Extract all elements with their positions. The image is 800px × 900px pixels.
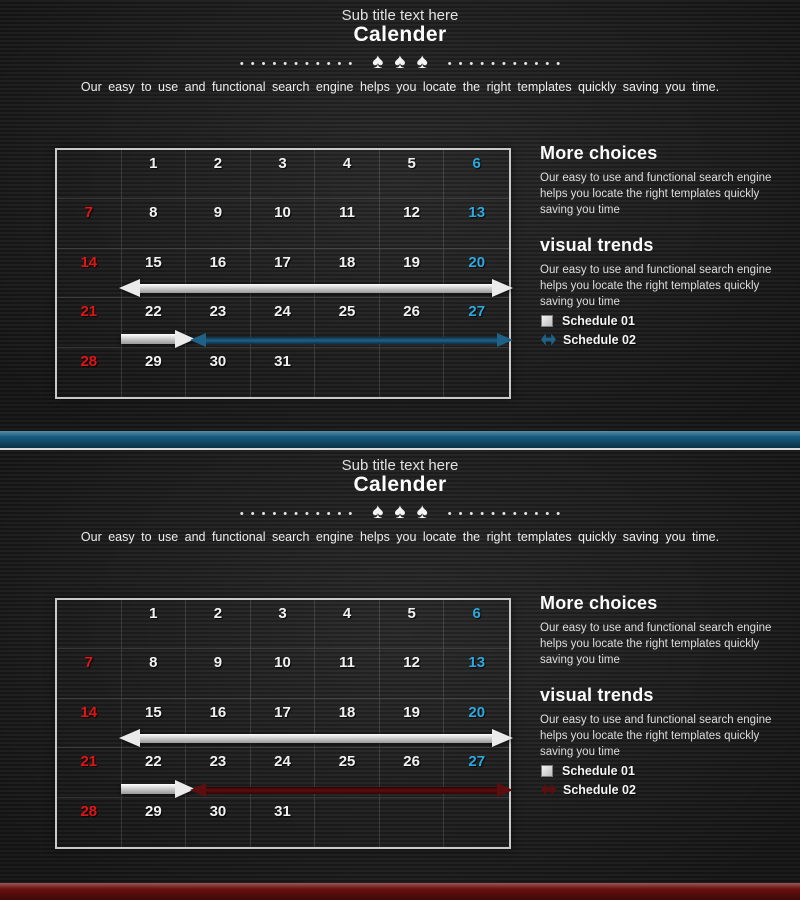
calendar-cell: 20 xyxy=(444,699,509,748)
calendar-cell: 15 xyxy=(122,699,187,748)
calendar-cell: 13 xyxy=(444,649,509,698)
calendar-cell: 23 xyxy=(186,298,251,347)
schedule-01-range-arrow xyxy=(119,729,513,747)
calendar-cell: 29 xyxy=(122,348,187,397)
schedule-01-short-arrow xyxy=(121,330,195,348)
calendar-cell: 2 xyxy=(186,600,251,649)
section-heading-more-choices: More choices xyxy=(540,593,658,613)
calendar-cell xyxy=(315,348,380,397)
decoration-divider xyxy=(0,51,800,77)
calendar-cell xyxy=(57,600,122,649)
calendar-cell: 30 xyxy=(186,798,251,847)
calendar-cell: 10 xyxy=(251,199,316,248)
calendar-cell: 25 xyxy=(315,748,380,797)
arrowhead-right-icon xyxy=(492,729,513,747)
section-body: Our easy to use and functional search engine helps you locate the right templates quickly saving you time xyxy=(540,714,772,759)
section-heading-visual-trends: visual trends xyxy=(540,235,654,256)
calendar-cell: 11 xyxy=(315,199,380,248)
calendar-cell: 26 xyxy=(380,748,445,797)
decoration-divider xyxy=(0,501,800,527)
section-body: Our easy to use and functional search engine helps you locate the right templates quickly saving you time xyxy=(540,172,772,217)
calendar-cell: 24 xyxy=(251,298,316,347)
legend-item-schedule-01 xyxy=(541,312,636,329)
calendar-cell: 14 xyxy=(57,699,122,748)
calendar-cell xyxy=(380,798,445,847)
calendar-cell xyxy=(444,348,509,397)
calendar-cell: 23 xyxy=(186,748,251,797)
dots-left-icon: ••••••••••• xyxy=(239,58,360,70)
arrowhead-right-icon xyxy=(492,279,513,297)
calendar-cell: 6 xyxy=(444,150,509,199)
calendar-cell: 25 xyxy=(315,298,380,347)
slide-title: Calender xyxy=(353,473,447,496)
calendar-cell: 9 xyxy=(186,649,251,698)
spade-icons: ♠♠♠ xyxy=(372,499,439,523)
calendar-cell: 26 xyxy=(380,298,445,347)
slide-subtitle: Sub title text here xyxy=(341,457,459,474)
calendar-cell: 19 xyxy=(380,699,445,748)
calendar-cell: 18 xyxy=(315,249,380,298)
calendar-cell xyxy=(315,798,380,847)
legend xyxy=(541,312,636,350)
arrow-shaft xyxy=(140,734,492,743)
calendar-cell: 16 xyxy=(186,699,251,748)
footer-accent-bar xyxy=(0,431,800,448)
calendar-cell xyxy=(444,798,509,847)
calendar-cell: 27 xyxy=(444,748,509,797)
arrowhead-left-icon xyxy=(190,333,206,347)
arrowhead-left-icon xyxy=(119,279,140,297)
legend-item-schedule-02 xyxy=(541,781,636,798)
spade-icons: ♠♠♠ xyxy=(372,49,439,73)
calendar-cell: 17 xyxy=(251,699,316,748)
legend xyxy=(541,762,636,800)
slide-description: Our easy to use and functional search engine helps you locate the right templates quickly saving you time. xyxy=(80,530,720,544)
calendar-cell: 5 xyxy=(380,150,445,199)
slide-title: Calender xyxy=(353,23,447,46)
section-body: Our easy to use and functional search engine helps you locate the right templates quickly saving you time xyxy=(540,622,772,667)
calendar-cell xyxy=(57,150,122,199)
slide-preview-2[interactable] xyxy=(0,450,800,900)
schedule-01-swatch-icon xyxy=(541,765,553,777)
calendar-cell: 31 xyxy=(251,798,316,847)
schedule-01-swatch-icon xyxy=(541,315,553,327)
calendar-cell: 17 xyxy=(251,249,316,298)
calendar-cell: 18 xyxy=(315,699,380,748)
dots-left-icon: ••••••••••• xyxy=(239,508,360,520)
legend-label: Schedule 02 xyxy=(563,782,636,797)
schedule-02-arrow-icon xyxy=(541,784,556,796)
calendar-cell: 2 xyxy=(186,150,251,199)
calendar-cell: 31 xyxy=(251,348,316,397)
legend-item-schedule-01 xyxy=(541,762,636,779)
calendar-cell: 11 xyxy=(315,649,380,698)
sidebar xyxy=(540,143,788,328)
calendar-cell: 3 xyxy=(251,600,316,649)
arrow-shaft xyxy=(206,787,497,794)
calendar-cell: 8 xyxy=(122,199,187,248)
arrowhead-right-icon xyxy=(497,783,513,797)
schedule-02-arrow-icon xyxy=(541,334,556,346)
calendar-cell: 21 xyxy=(57,748,122,797)
calendar-cell: 24 xyxy=(251,748,316,797)
calendar-cell: 14 xyxy=(57,249,122,298)
arrowhead-left-icon xyxy=(119,729,140,747)
calendar-grid xyxy=(55,598,511,849)
calendar-cell: 9 xyxy=(186,199,251,248)
calendar-grid xyxy=(55,148,511,399)
schedule-02-range-arrow xyxy=(190,333,513,347)
calendar-cell xyxy=(380,348,445,397)
calendar-cell: 15 xyxy=(122,249,187,298)
calendar-cell: 22 xyxy=(122,298,187,347)
slide-subtitle: Sub title text here xyxy=(341,7,459,24)
schedule-02-range-arrow xyxy=(190,783,513,797)
dots-right-icon: ••••••••••• xyxy=(447,508,568,520)
section-body: Our easy to use and functional search engine helps you locate the right templates quickly saving you time xyxy=(540,264,772,309)
calendar-cell: 16 xyxy=(186,249,251,298)
arrow-shaft xyxy=(206,337,497,344)
legend-label: Schedule 02 xyxy=(563,332,636,347)
arrow-shaft xyxy=(121,784,175,794)
arrow-shaft xyxy=(140,284,492,293)
calendar-cell: 13 xyxy=(444,199,509,248)
calendar-cell: 28 xyxy=(57,348,122,397)
calendar-cell: 1 xyxy=(122,150,187,199)
arrowhead-left-icon xyxy=(190,783,206,797)
calendar-cell: 7 xyxy=(57,199,122,248)
calendar-cell: 5 xyxy=(380,600,445,649)
calendar-cell: 28 xyxy=(57,798,122,847)
calendar-cell: 22 xyxy=(122,748,187,797)
calendar-cell: 10 xyxy=(251,649,316,698)
calendar-cell: 19 xyxy=(380,249,445,298)
calendar-cell: 4 xyxy=(315,600,380,649)
calendar-cell: 6 xyxy=(444,600,509,649)
slide-description: Our easy to use and functional search engine helps you locate the right templates quickly saving you time. xyxy=(80,80,720,94)
arrowhead-right-icon xyxy=(497,333,513,347)
calendar-cell: 1 xyxy=(122,600,187,649)
calendar-cell: 20 xyxy=(444,249,509,298)
dots-right-icon: ••••••••••• xyxy=(447,58,568,70)
footer-accent-bar xyxy=(0,883,800,900)
arrow-shaft xyxy=(121,334,175,344)
section-heading-visual-trends: visual trends xyxy=(540,685,654,706)
sidebar xyxy=(540,593,788,778)
calendar-cell: 4 xyxy=(315,150,380,199)
calendar-cell: 27 xyxy=(444,298,509,347)
schedule-01-short-arrow xyxy=(121,780,195,798)
legend-item-schedule-02 xyxy=(541,331,636,348)
section-heading-more-choices: More choices xyxy=(540,143,658,163)
legend-label: Schedule 01 xyxy=(562,763,635,778)
calendar-cell: 3 xyxy=(251,150,316,199)
legend-label: Schedule 01 xyxy=(562,313,635,328)
calendar-cell: 8 xyxy=(122,649,187,698)
calendar-cell: 29 xyxy=(122,798,187,847)
calendar-cell: 7 xyxy=(57,649,122,698)
schedule-01-range-arrow xyxy=(119,279,513,297)
calendar-cell: 21 xyxy=(57,298,122,347)
calendar-cell: 12 xyxy=(380,199,445,248)
calendar-cell: 12 xyxy=(380,649,445,698)
calendar-cell: 30 xyxy=(186,348,251,397)
